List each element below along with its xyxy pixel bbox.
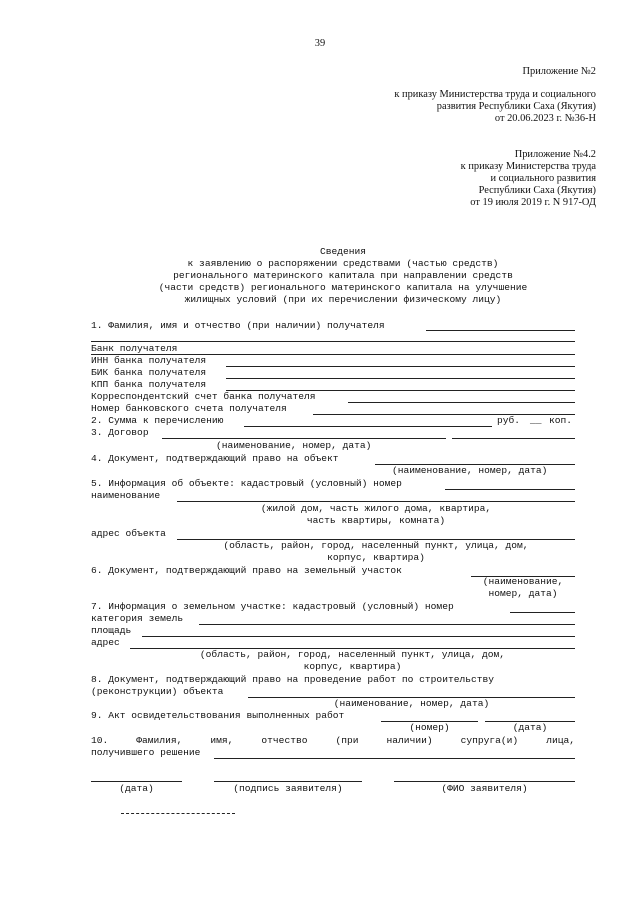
field4-label: 4. Документ, подтверждающий право на объект (91, 453, 339, 464)
sig-sign-line[interactable] (214, 781, 362, 782)
field5-hint1: (жилой дом, часть жилого дома, квартира, (260, 503, 492, 514)
field7-addr-label: адрес (91, 637, 120, 648)
appendix2-title: Приложение №4.2 (514, 149, 596, 160)
land-cadastral-line[interactable] (510, 612, 575, 613)
kop-label: коп. (549, 415, 573, 426)
land-area-line[interactable] (142, 636, 575, 637)
field4-hint: (наименование, номер, дата) (392, 465, 548, 476)
sig-sign-hint: (подпись заявителя) (233, 783, 343, 794)
kop-blank[interactable]: __ (530, 415, 542, 426)
inn-label: ИНН банка получателя (91, 355, 207, 366)
heading-title: Сведения (319, 246, 367, 257)
field9-date-hint: (дата) (512, 722, 548, 733)
acct-label: Номер банковского счета получателя (91, 403, 287, 414)
field1-label: 1. Фамилия, имя и отчество (при наличии) получателя (91, 320, 385, 331)
bik-label: БИК банка получателя (91, 367, 207, 378)
field10-label-line2: получившего решение (91, 747, 201, 758)
field7-label: 7. Информация о земельном участке: кадастровый (условный) номер (91, 601, 454, 612)
appendix1-line1: к приказу Министерства труда и социального (394, 89, 596, 100)
cadastral-line[interactable] (445, 489, 575, 490)
heading-line3: регионального материнского капитала при направлении средств (173, 270, 513, 281)
corr-line[interactable] (348, 402, 575, 403)
field1-line[interactable] (426, 330, 575, 331)
appendix1-title: Приложение №2 (522, 66, 596, 77)
sum-rub-line[interactable] (244, 426, 492, 427)
field9-label: 9. Акт освидетельствования выполненных работ (91, 710, 345, 721)
field8-label-line2: (реконструкции) объекта (91, 686, 224, 697)
field3-hint: (наименование, номер, дата) (216, 440, 372, 451)
bank-label: Банк получателя (91, 343, 178, 354)
appendix2-line4: от 19 июля 2019 г. N 917-ОД (470, 197, 596, 208)
field5-addr-hint2: корпус, квартира) (327, 552, 425, 563)
field3-label: 3. Договор (91, 427, 149, 438)
sig-fio-line[interactable] (394, 781, 575, 782)
appendix1-line3: от 20.06.2023 г. №36-Н (494, 113, 596, 124)
field2-label: 2. Сумма к перечислению (91, 415, 224, 426)
field7-cat-label: категория земель (91, 613, 184, 624)
sig-date-line[interactable] (91, 781, 182, 782)
field6-label: 6. Документ, подтверждающий право на земельный участок (91, 565, 402, 576)
land-category-line[interactable] (199, 624, 575, 625)
heading-line5: жилищных условий (при их перечислении физическому лицу) (184, 294, 502, 305)
corr-label: Корреспондентский счет банка получателя (91, 391, 316, 402)
field8-label-line1: 8. Документ, подтверждающий право на проведение работ по строительству (91, 674, 495, 685)
contract-line[interactable] (162, 438, 446, 439)
field5-addr-label: адрес объекта (91, 528, 166, 539)
field7-hint1: (область, район, город, населенный пункт, улица, дом, (199, 649, 506, 660)
field5-label: 5. Информация об объекте: кадастровый (условный) номер (91, 478, 402, 489)
appendix2-line2: и социального развития (490, 173, 596, 184)
field10-label-line1: 10. Фамилия, имя, отчество (при наличии) супруга(и) лица, (91, 735, 575, 746)
inn-line[interactable] (226, 366, 575, 367)
sig-fio-hint: (ФИО заявителя) (441, 783, 528, 794)
field7-area-label: площадь (91, 625, 132, 636)
field9-num-hint: (номер) (409, 722, 450, 733)
field5-name-label: наименование (91, 490, 161, 501)
page-number: 39 (314, 38, 326, 49)
kpp-label: КПП банка получателя (91, 379, 207, 390)
field7-hint2: корпус, квартира) (303, 661, 402, 672)
appendix2-line3: Республики Саха (Якутия) (478, 185, 596, 196)
appendix2-line1: к приказу Министерства труда (460, 161, 596, 172)
appendix1-line2: развития Республики Саха (Якутия) (436, 101, 596, 112)
sig-date-hint: (дата) (119, 783, 154, 794)
contract-line2[interactable] (452, 438, 575, 439)
object-name-line[interactable] (177, 501, 575, 502)
rub-label: руб. (497, 415, 521, 426)
field6-hint2: номер, дата) (488, 588, 558, 599)
field1-line2[interactable] (91, 341, 575, 342)
heading-line2: к заявлению о распоряжении средствами (частью средств) (187, 258, 499, 269)
field10-line[interactable] (214, 758, 575, 759)
field5-hint2: часть квартиры, комната) (306, 515, 446, 526)
field6-hint1: (наименование, (482, 576, 564, 587)
footnote-separator (121, 813, 235, 814)
field8-hint: (наименование, номер, дата) (333, 698, 490, 709)
heading-line4: (части средств) регионального материнского капитала на улучшение (158, 282, 528, 293)
bik-line[interactable] (226, 378, 575, 379)
field5-addr-hint1: (область, район, город, населенный пункт, улица, дом, (223, 540, 529, 551)
